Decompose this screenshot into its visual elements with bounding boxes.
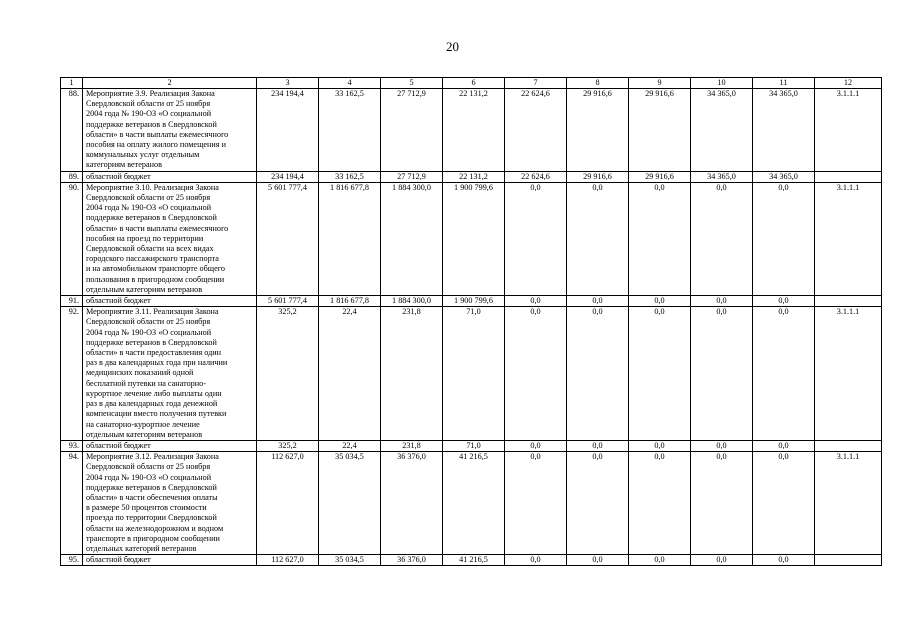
target-code: 3.1.1.1 — [815, 452, 882, 555]
column-header: 2 — [83, 78, 257, 89]
target-code — [815, 555, 882, 566]
value-cell: 34 365,0 — [753, 171, 815, 182]
table-body — [61, 78, 882, 566]
value-cell: 0,0 — [753, 182, 815, 295]
row-number: 94. — [61, 452, 83, 555]
budget-table — [60, 77, 882, 566]
table-row — [61, 182, 882, 295]
value-cell: 35 034,5 — [319, 555, 381, 566]
value-cell: 29 916,6 — [629, 171, 691, 182]
value-cell: 234 194,4 — [257, 89, 319, 172]
value-cell: 36 376,0 — [381, 555, 443, 566]
row-description: областной бюджет — [83, 555, 257, 566]
value-cell: 33 162,5 — [319, 171, 381, 182]
value-cell: 22 131,2 — [443, 171, 505, 182]
table-row — [61, 89, 882, 172]
row-number: 92. — [61, 307, 83, 441]
value-cell: 27 712,9 — [381, 89, 443, 172]
value-cell: 41 216,5 — [443, 452, 505, 555]
value-cell: 0,0 — [567, 452, 629, 555]
value-cell: 22 624,6 — [505, 171, 567, 182]
value-cell: 29 916,6 — [567, 89, 629, 172]
value-cell: 0,0 — [567, 440, 629, 451]
page-number: 20 — [446, 39, 459, 54]
table-row — [61, 440, 882, 451]
target-code — [815, 171, 882, 182]
table-row — [61, 171, 882, 182]
column-header: 8 — [567, 78, 629, 89]
value-cell: 0,0 — [505, 307, 567, 441]
value-cell: 0,0 — [505, 452, 567, 555]
value-cell: 35 034,5 — [319, 452, 381, 555]
row-number: 90. — [61, 182, 83, 295]
value-cell: 1 816 677,8 — [319, 296, 381, 307]
value-cell: 1 900 799,6 — [443, 182, 505, 295]
target-code: 3.1.1.1 — [815, 307, 882, 441]
value-cell: 41 216,5 — [443, 555, 505, 566]
value-cell: 0,0 — [691, 555, 753, 566]
target-code: 3.1.1.1 — [815, 182, 882, 295]
value-cell: 5 601 777,4 — [257, 296, 319, 307]
value-cell: 22 624,6 — [505, 89, 567, 172]
value-cell: 0,0 — [629, 182, 691, 295]
column-header: 11 — [753, 78, 815, 89]
value-cell: 22 131,2 — [443, 89, 505, 172]
value-cell: 0,0 — [505, 440, 567, 451]
value-cell: 0,0 — [505, 296, 567, 307]
value-cell: 36 376,0 — [381, 452, 443, 555]
row-description: областной бюджет — [83, 171, 257, 182]
row-number: 95. — [61, 555, 83, 566]
row-number: 89. — [61, 171, 83, 182]
value-cell: 34 365,0 — [691, 171, 753, 182]
value-cell: 5 601 777,4 — [257, 182, 319, 295]
value-cell: 22,4 — [319, 307, 381, 441]
value-cell: 0,0 — [505, 182, 567, 295]
row-description: областной бюджет — [83, 440, 257, 451]
table-row — [61, 452, 882, 555]
value-cell: 325,2 — [257, 440, 319, 451]
target-code: 3.1.1.1 — [815, 89, 882, 172]
table-row — [61, 555, 882, 566]
value-cell: 325,2 — [257, 307, 319, 441]
value-cell: 0,0 — [629, 296, 691, 307]
value-cell: 0,0 — [691, 452, 753, 555]
value-cell: 231,8 — [381, 440, 443, 451]
row-number: 88. — [61, 89, 83, 172]
row-description: Мероприятие 3.12. Реализация Закона Свердловской области от 25 ноября 2004 года № 190-ОЗ «О социальной поддержке ветеранов в Свердловской области» в части обеспечения оплаты в размере 50 процентов стоимости проезда по территории Свердловской области на железнодорожном и водном транспорте в пригородном сообщении отдельных категорий ветеранов — [83, 452, 257, 555]
value-cell: 71,0 — [443, 307, 505, 441]
value-cell: 0,0 — [629, 440, 691, 451]
value-cell: 71,0 — [443, 440, 505, 451]
value-cell: 0,0 — [567, 182, 629, 295]
value-cell: 1 816 677,8 — [319, 182, 381, 295]
value-cell: 0,0 — [505, 555, 567, 566]
value-cell: 112 627,0 — [257, 555, 319, 566]
value-cell: 1 900 799,6 — [443, 296, 505, 307]
value-cell: 29 916,6 — [629, 89, 691, 172]
value-cell: 0,0 — [567, 555, 629, 566]
column-header: 3 — [257, 78, 319, 89]
column-header: 10 — [691, 78, 753, 89]
value-cell: 33 162,5 — [319, 89, 381, 172]
value-cell: 112 627,0 — [257, 452, 319, 555]
value-cell: 0,0 — [691, 182, 753, 295]
value-cell: 29 916,6 — [567, 171, 629, 182]
column-header: 12 — [815, 78, 882, 89]
value-cell: 0,0 — [753, 307, 815, 441]
value-cell: 0,0 — [691, 296, 753, 307]
value-cell: 22,4 — [319, 440, 381, 451]
value-cell: 34 365,0 — [753, 89, 815, 172]
column-header: 5 — [381, 78, 443, 89]
column-header: 9 — [629, 78, 691, 89]
row-number: 91. — [61, 296, 83, 307]
value-cell: 0,0 — [691, 440, 753, 451]
value-cell: 1 884 300,0 — [381, 296, 443, 307]
column-header: 7 — [505, 78, 567, 89]
row-description: Мероприятие 3.9. Реализация Закона Свердловской области от 25 ноября 2004 года № 190-ОЗ «О социальной поддержке ветеранов в Свердловской области» в части выплаты ежемесячного пособия на оплату жилого помещения и коммунальных услуг отдельным категориям ветеранов — [83, 89, 257, 172]
table-row — [61, 296, 882, 307]
row-description: Мероприятие 3.11. Реализация Закона Свердловской области от 25 ноября 2004 года № 190-ОЗ «О социальной поддержке ветеранов в Свердловской области» в части предоставления один раз в два календарных года при наличии медицинских показаний одной бесплатной путевки на санаторно- курортное лечение либо выплаты один раз в два календарных года денежной компенсации вместо получения путевки на санаторно-курортное лечение отдельным категориям ветеранов — [83, 307, 257, 441]
row-number: 93. — [61, 440, 83, 451]
column-header: 6 — [443, 78, 505, 89]
target-code — [815, 440, 882, 451]
value-cell: 0,0 — [629, 555, 691, 566]
value-cell: 231,8 — [381, 307, 443, 441]
value-cell: 34 365,0 — [691, 89, 753, 172]
value-cell: 0,0 — [629, 307, 691, 441]
column-header: 4 — [319, 78, 381, 89]
value-cell: 1 884 300,0 — [381, 182, 443, 295]
value-cell: 0,0 — [753, 296, 815, 307]
target-code — [815, 296, 882, 307]
header-row — [61, 78, 882, 89]
column-header: 1 — [61, 78, 83, 89]
row-description: областной бюджет — [83, 296, 257, 307]
value-cell: 0,0 — [567, 296, 629, 307]
value-cell: 0,0 — [753, 452, 815, 555]
table-row — [61, 307, 882, 441]
value-cell: 0,0 — [567, 307, 629, 441]
value-cell: 0,0 — [753, 555, 815, 566]
value-cell: 27 712,9 — [381, 171, 443, 182]
value-cell: 0,0 — [753, 440, 815, 451]
value-cell: 234 194,4 — [257, 171, 319, 182]
value-cell: 0,0 — [691, 307, 753, 441]
row-description: Мероприятие 3.10. Реализация Закона Свердловской области от 25 ноября 2004 года № 190-ОЗ «О социальной поддержке ветеранов в Свердловской области» в части выплаты ежемесячного пособия на проезд по территории Свердловской области на всех видах городского пассажирского транспорта и на автомобильном транспорте общего пользования в пригородном сообщении отдельным категориям ветеранов — [83, 182, 257, 295]
value-cell: 0,0 — [629, 452, 691, 555]
